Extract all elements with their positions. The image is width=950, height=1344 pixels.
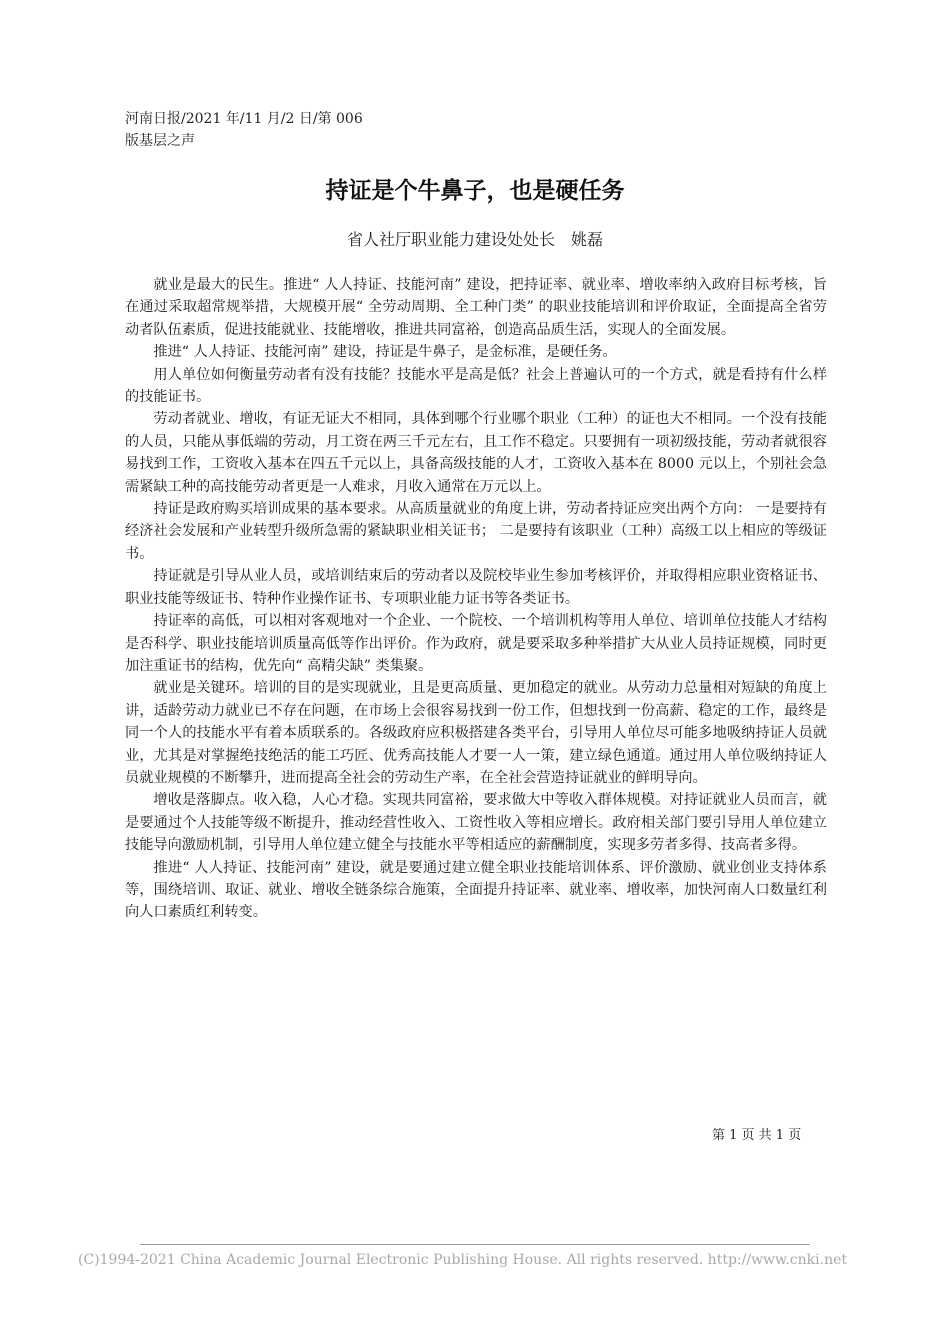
footer-divider xyxy=(140,1244,810,1245)
paragraph: 用人单位如何衡量劳动者有没有技能？技能水平是高是低？社会上普遍认可的一个方式，就是看持有什么样的技能证书。 xyxy=(125,366,827,406)
article-body xyxy=(125,274,827,924)
article-title: 持证是个牛鼻子，也是硬任务 xyxy=(325,178,625,204)
paragraph: 推进“ 人人持证、技能河南” 建设，就是要通过建立健全职业技能培训体系、评价激励、就业创业支持体系等，围绕培训、取证、就业、增收全链条综合施策，全面提升持证率、就业率、增收率，加快河南人口数量红利向人口素质红利转变。 xyxy=(125,859,827,921)
paragraph: 就业是关键环。培训的目的是实现就业，且是更高质量、更加稳定的就业。从劳动力总量相对短缺的角度上讲，适龄劳动力就业已不存在问题，在市场上会很容易找到一份工作，但想找到一份高薪、稳定的工作，最终是同一个人的技能水平有着本质联系的。各级政府应积极搭建各类平台，引导用人单位尽可能多地吸纳持证人员就业，尤其是对掌握绝技绝活的能工巧匠、优秀高技能人才要一人一策，建立绿色通道。通过用人单位吸纳持证人员就业规模的不断攀升，进而提高全社会的劳动生产率，在全社会营造持证就业的鲜明导向。 xyxy=(125,680,827,786)
paragraph: 持证是政府购买培训成果的基本要求。从高质量就业的角度上讲，劳动者持证应突出两个方向： 一是要持有经济社会发展和产业转型升级所急需的紧缺职业相关证书； 二是要持有该职业（工种）高级工以上相应的等级证书。 xyxy=(125,501,827,562)
copyright-notice: (C)1994-2021 China Academic Journal Electronic Publishing House. All rights reserved. http://www.cnki.net xyxy=(78,1252,848,1268)
paragraph: 持证率的高低，可以相对客观地对一个企业、一个院校、一个培训机构等用人单位、培训单位技能人才结构是否科学、职业技能培训质量高低等作出评价。作为政府，就是要采取多种举措扩大从业人员持证规模，同时更加注重证书的结构，优先向“ 高精尖缺” 类集聚。 xyxy=(125,613,827,674)
article-author: 省人社厅职业能力建设处处长 姚磊 xyxy=(346,230,603,249)
source-line-1: 河南日报/2021 年/11 月/2 日/第 006 xyxy=(125,111,363,127)
paragraph: 持证就是引导从业人员，或培训结束后的劳动者以及院校毕业生参加考核评价，并取得相应职业资格证书、职业技能等级证书、特种作业操作证书、专项职业能力证书等各类证书。 xyxy=(125,568,827,607)
paragraph: 推进“ 人人持证、技能河南” 建设，持证是牛鼻子，是金标准，是硬任务。 xyxy=(153,344,617,361)
paragraph: 就业是最大的民生。推进“ 人人持证、技能河南” 建设，把持证率、就业率、增收率纳入政府目标考核，旨在通过采取超常规举措，大规模开展“ 全劳动周期、全工种门类” 的职业技能培训和评价取证，全面提高全省劳动者队伍素质，促进技能就业、技能增收，推进共同富裕，创造高品质生活，实现人的全面发展。 xyxy=(125,277,827,338)
page-indicator: 第 1 页 共 1 页 xyxy=(712,1128,802,1143)
source-line-2: 版基层之声 xyxy=(125,133,195,149)
source-info xyxy=(125,108,363,152)
paragraph: 劳动者就业、增收，有证无证大不相同，具体到哪个行业哪个职业（工种）的证也大不相同。一个没有技能的人员，只能从事低端的劳动，月工资在两三千元左右，且工作不稳定。只要拥有一项初级技能，劳动者就很容易找到工作，工资收入基本在四五千元以上，具备高级技能的人才，工资收入基本在 8000 元以上，个别社会急需紧缺工种的高技能劳动者更是一人难求，月收入通常在万元以上。 xyxy=(125,411,827,495)
paragraph: 增收是落脚点。收入稳，人心才稳。实现共同富裕，要求做大中等收入群体规模。对持证就业人员而言，就是要通过个人技能等级不断提升，推动经营性收入、工资性收入等相应增长。政府相关部门要引导用人单位建立技能导向激励机制，引导用人单位建立健全与技能水平等相适应的薪酬制度，实现多劳者多得、技高者多得。 xyxy=(125,792,827,854)
